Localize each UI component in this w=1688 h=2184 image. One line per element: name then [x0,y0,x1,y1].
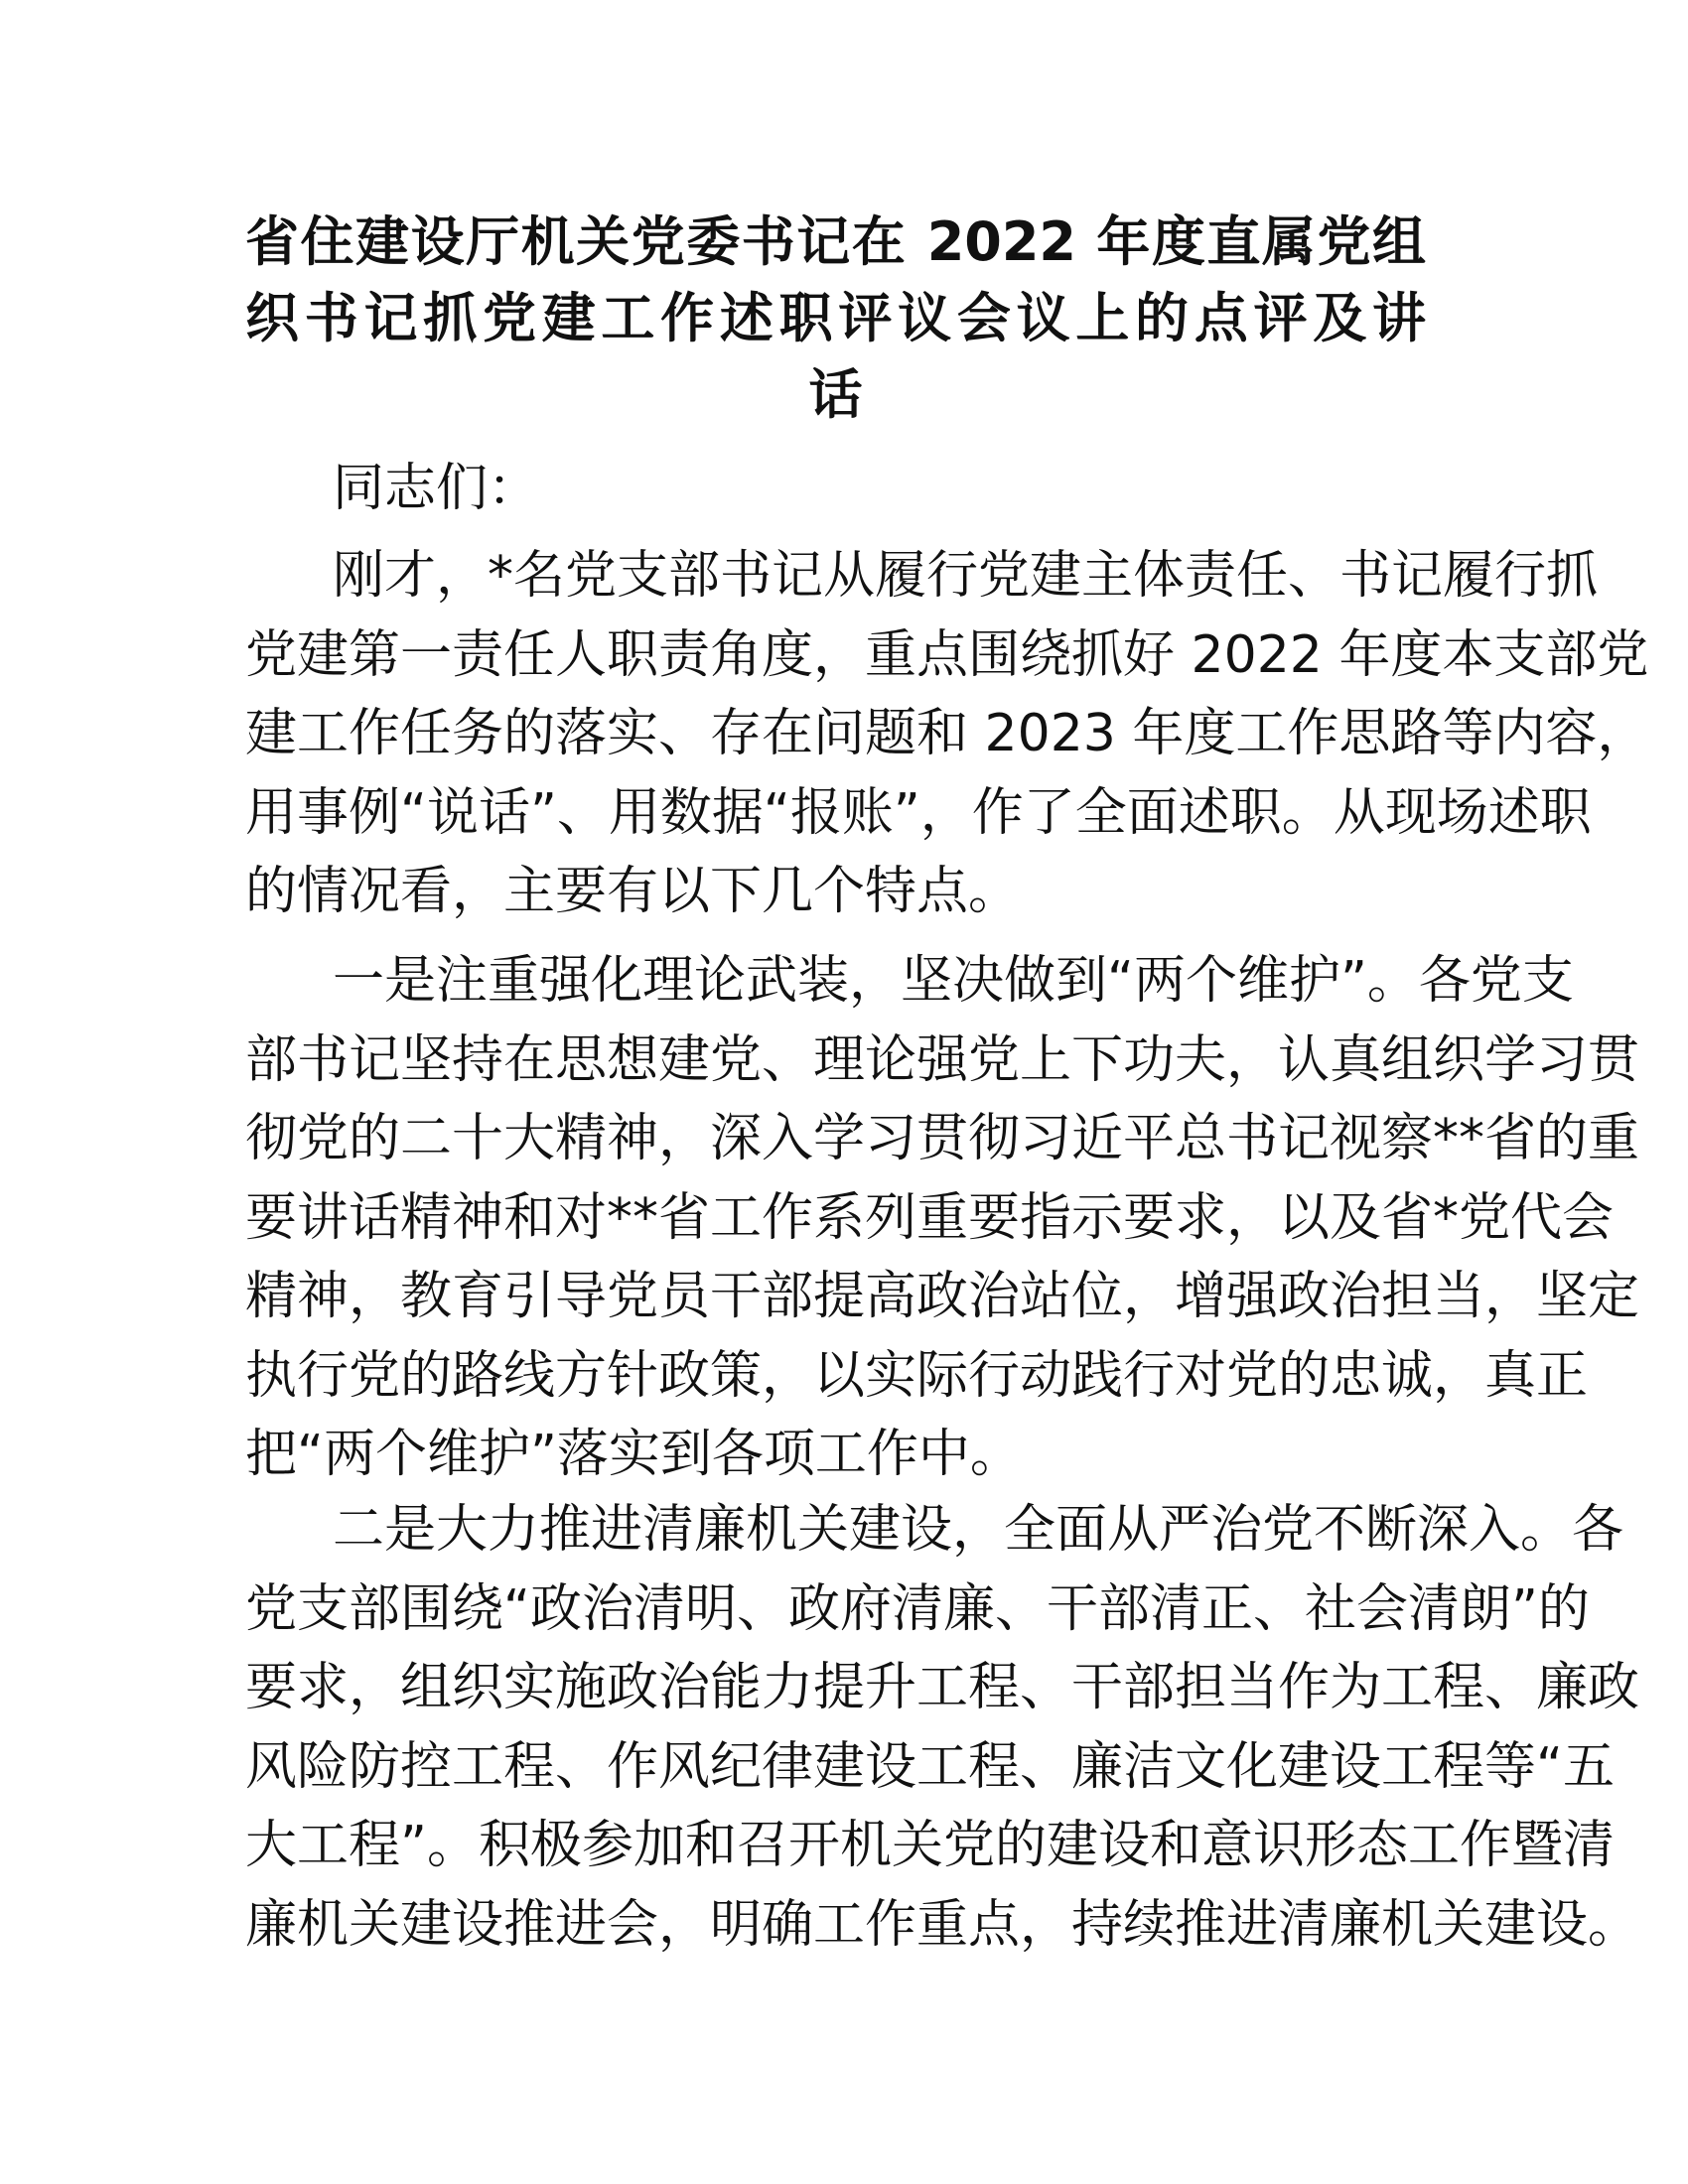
paragraph-line: 刚才，*名党支部书记从履行党建主体责任、书记履行抓 [333,546,1599,606]
paragraph-point-one [245,942,1640,1495]
paragraph-line: 党建第一责任人职责角度，重点围绕抓好 2022 年度本支部党 [245,624,1649,685]
paragraph-line: 用事例“说话”、用数据“报账”，作了全面述职。从现场述职 [245,782,1592,843]
paragraph-line: 要讲话精神和对**省工作系列重要指示要求，以及省*党代会 [245,1187,1615,1248]
paragraph-line: 精神，教育引导党员干部提高政治站位，增强政治担当，坚定 [245,1267,1640,1326]
paragraph-line: 执行党的路线方针政策，以实际行动践行对党的忠诚，真正 [245,1345,1589,1406]
paragraph-line: 党支部围绕“政治清明、政府清廉、干部清正、社会清朗”的 [245,1578,1590,1639]
paragraph-line: 部书记坚持在思想建党、理论强党上下功夫，认真组织学习贯 [245,1029,1640,1090]
paragraph-line: 彻党的二十大精神，深入学习贯彻习近平总书记视察**省的重 [245,1109,1640,1168]
paragraph-line: 大工程”。积极参加和召开机关党的建设和意识形态工作暨清 [245,1816,1615,1875]
paragraph-line: 要求，组织实施政治能力提升工程、干部担当作为工程、廉政 [245,1658,1640,1717]
title-line: 省住建设厅机关党委书记在 2022 年度直属党组 [245,210,1426,273]
document-title [245,204,1426,433]
paragraph-line: 一是注重强化理论武装，坚决做到“两个维护”。各党支 [333,951,1574,1011]
title-line: 织书记抓党建工作述职评议会议上的点评及讲 [245,287,1426,349]
paragraph-intro [245,537,1649,932]
salutation-text: 同志们： [333,459,540,518]
salutation [245,450,1426,529]
paragraph-line: 廉机关建设推进会，明确工作重点，持续推进清廉机关建设。 [245,1894,1640,1955]
title-line: 话 [808,363,863,426]
paragraph-line: 的情况看，主要有以下几个特点。 [245,862,1021,921]
paragraph-line: 把“两个维护”落实到各项工作中。 [245,1425,1022,1484]
paragraph-line: 二是大力推进清廉机关建设，全面从严治党不断深入。各 [333,1500,1624,1560]
paragraph-line: 建工作任务的落实、存在问题和 2023 年度工作思路等内容， [245,704,1649,763]
paragraph-point-two [245,1491,1640,1965]
paragraph-line: 风险防控工程、作风纪律建设工程、廉洁文化建设工程等“五 [245,1736,1615,1797]
